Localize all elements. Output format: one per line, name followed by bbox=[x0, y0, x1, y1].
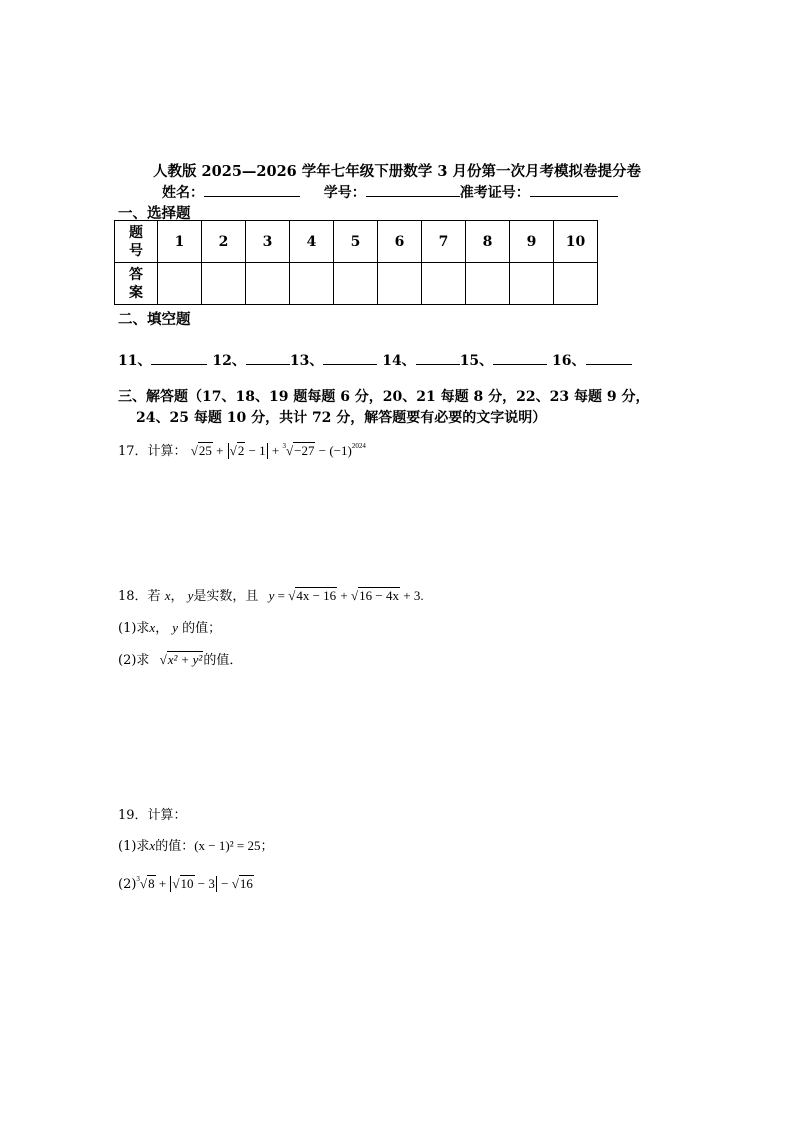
answer-table bbox=[114, 220, 598, 305]
answer-cell[interactable] bbox=[290, 263, 334, 305]
question-number-cell: 8 bbox=[466, 221, 510, 263]
question-19-part1: (1)求x的值：(x − 1)² = 25； bbox=[118, 838, 274, 854]
q18-equation: y = √4x − 16 + √16 − 4x + 3. bbox=[268, 588, 424, 603]
question-17 bbox=[118, 440, 366, 459]
question-number-cell: 6 bbox=[378, 221, 422, 263]
fill-item-label: 14、 bbox=[382, 353, 416, 369]
question-number-header: 题 号 bbox=[115, 221, 158, 263]
question-number-cell: 4 bbox=[290, 221, 334, 263]
exam-no-label: 准考证号： bbox=[459, 185, 530, 201]
question-number-cell: 5 bbox=[334, 221, 378, 263]
fill-blank[interactable] bbox=[586, 352, 632, 365]
fill-item-label: 12、 bbox=[212, 353, 246, 369]
fill-item-label: 13、 bbox=[289, 353, 324, 369]
fill-item-label: 11、 bbox=[118, 353, 152, 369]
exam-title: 人教版 2025—2026 学年七年级下册数学 3 月份第一次月考模拟卷提分卷 bbox=[153, 163, 641, 180]
fill-blank[interactable] bbox=[416, 352, 460, 365]
section-solve-title-line2: 24、25 每题 10 分，共计 72 分，解答题要有必要的文字说明） bbox=[136, 410, 547, 426]
answer-cell[interactable] bbox=[202, 263, 246, 305]
section-choice-title: 一、选择题 bbox=[118, 205, 191, 222]
name-label: 姓名： bbox=[162, 185, 204, 201]
answer-cell[interactable] bbox=[334, 263, 378, 305]
fill-item-label: 15、 bbox=[459, 353, 494, 369]
section-fill-title: 二、填空题 bbox=[118, 311, 191, 328]
question-number-cell: 7 bbox=[422, 221, 466, 263]
question-18-part1: (1)求x， y 的值； bbox=[118, 620, 222, 636]
answer-cell[interactable] bbox=[422, 263, 466, 305]
question-19: 19．计算： bbox=[118, 808, 187, 823]
fill-blank[interactable] bbox=[493, 352, 547, 365]
exam-no-blank[interactable] bbox=[530, 184, 618, 197]
question-18: 18．若 x， y是实数，且 y = √4x − 16 + √16 − 4x + 3. bbox=[118, 588, 424, 604]
answer-cell[interactable] bbox=[554, 263, 598, 305]
id-label: 学号： bbox=[323, 185, 366, 201]
student-info-line bbox=[162, 182, 618, 202]
question-number-cell: 10 bbox=[554, 221, 598, 263]
answer-cell[interactable] bbox=[158, 263, 202, 305]
question-number-cell: 2 bbox=[202, 221, 246, 263]
id-blank[interactable] bbox=[366, 184, 460, 197]
answer-cell[interactable] bbox=[378, 263, 422, 305]
question-number-cell: 3 bbox=[246, 221, 290, 263]
question-number-cell: 9 bbox=[510, 221, 554, 263]
answer-cell[interactable] bbox=[510, 263, 554, 305]
fill-blanks-line bbox=[118, 350, 632, 370]
question-18-part2: (2)求 √x² + y²的值． bbox=[118, 652, 243, 668]
fill-item-label: 16、 bbox=[552, 353, 586, 369]
fill-blank[interactable] bbox=[151, 352, 207, 365]
q17-expression: $√25 + √2 - 1 + ^3√-27 - (-1)^{2024}$ bbox=[190, 442, 366, 458]
name-blank[interactable] bbox=[204, 184, 300, 197]
answer-cell[interactable] bbox=[246, 263, 290, 305]
question-19-part2: $(2)^3√8 + √10 - 3 - √16$ bbox=[118, 875, 253, 892]
fill-blank[interactable] bbox=[246, 352, 290, 365]
question-number-cell: 1 bbox=[158, 221, 202, 263]
section-solve-title-line1: 三、解答题（17、18、19 题每题 6 分，20、21 每题 8 分，22、23 每题 9 分， bbox=[118, 389, 650, 405]
q17-label: 17．计算： bbox=[118, 444, 187, 459]
fill-blank[interactable] bbox=[323, 352, 377, 365]
answer-cell[interactable] bbox=[466, 263, 510, 305]
answer-header: 答 案 bbox=[115, 263, 158, 305]
